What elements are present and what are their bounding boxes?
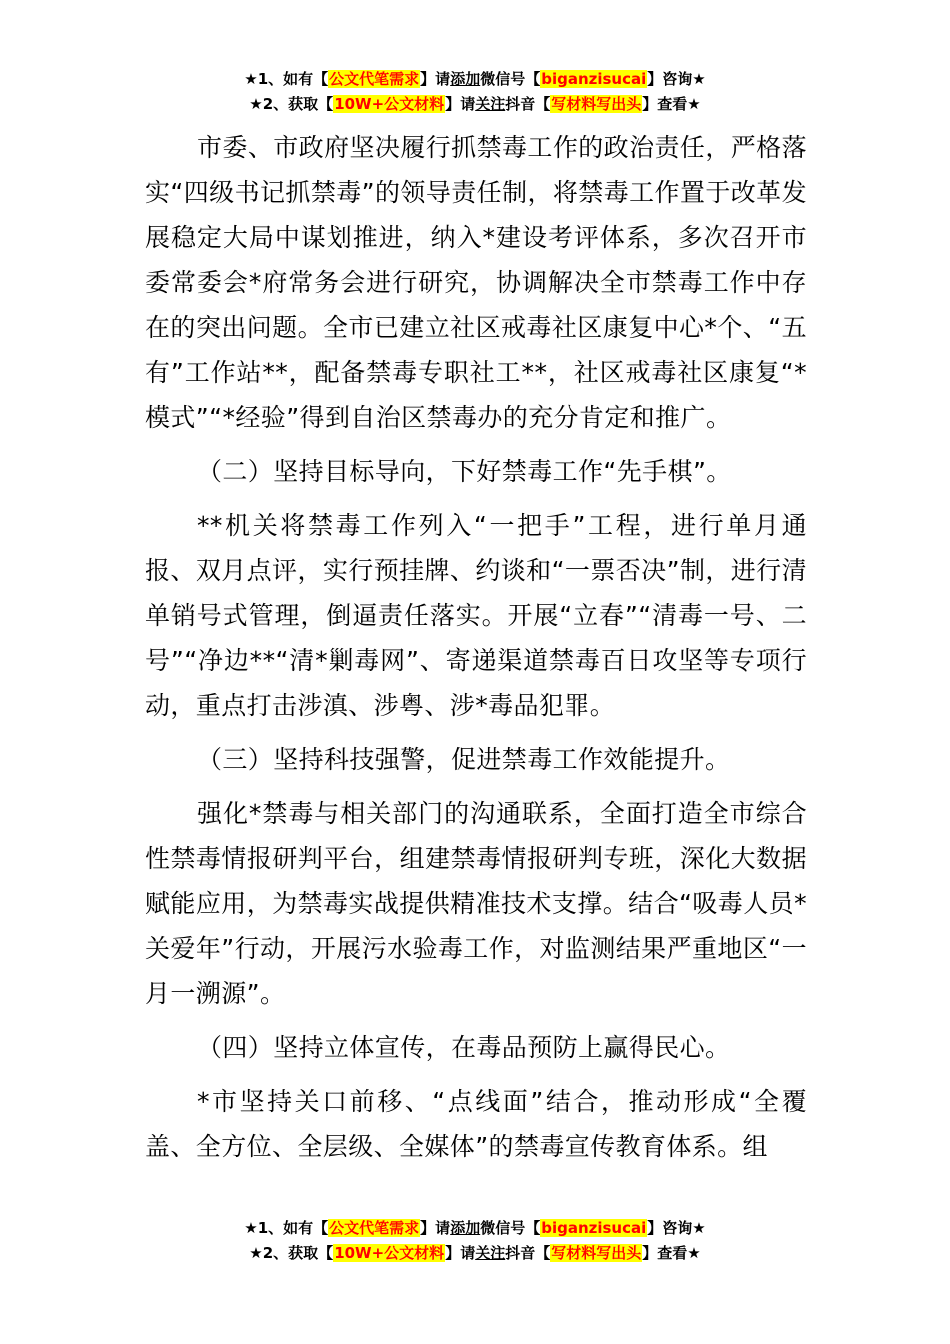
banner-line-1: ★1、如有【公文代笔需求】请添加微信号【biganzisucai】咨询★ [244, 70, 706, 88]
footer-line-1: ★1、如有【公文代笔需求】请添加微信号【biganzisucai】咨询★ [244, 1219, 706, 1237]
highlight-douyin: 写材料写出头 [551, 95, 642, 113]
footer-banner [0, 1216, 950, 1266]
section-heading-4: （四）坚持立体宣传，在毒品预防上赢得民心。 [197, 1033, 731, 1062]
highlight-wechat-id: biganzisucai [541, 1219, 647, 1237]
document-body [145, 125, 807, 1169]
highlight-materials: 10W+公文材料 [334, 95, 445, 113]
section-heading-3: （三）坚持科技强警，促进禁毒工作效能提升。 [197, 745, 731, 774]
footer-line-2: ★2、获取【10W+公文材料】请关注抖音【写材料写出头】查看★ [249, 1244, 701, 1262]
highlight-materials: 10W+公文材料 [334, 1244, 445, 1262]
paragraph-3: 强化*禁毒与相关部门的沟通联系，全面打造全市综合性禁毒情报研判平台，组建禁毒情报研判专班，深化大数据赋能应用，为禁毒实战提供精准技术支撑。结合“吸毒人员*关爱年”行动，开展污水验毒工作，对监测结果严重地区“一月一溯源”。 [145, 799, 807, 1008]
section-heading-2: （二）坚持目标导向，下好禁毒工作“先手棋”。 [197, 457, 732, 486]
banner-line-2: ★2、获取【10W+公文材料】请关注抖音【写材料写出头】查看★ [249, 95, 701, 113]
highlight-ghostwriting: 公文代笔需求 [329, 70, 420, 88]
paragraph-1: 市委、市政府坚决履行抓禁毒工作的政治责任，严格落实“四级书记抓禁毒”的领导责任制，将禁毒工作置于改革发展稳定大局中谋划推进，纳入*建设考评体系，多次召开市委常委会*府常务会进行研究，协调解决全市禁毒工作中存在的突出问题。全市已建立社区戒毒社区康复中心*个、“五有”工作站**，配备禁毒专职社工**，社区戒毒社区康复“*模式”“*经验”得到自治区禁毒办的充分肯定和推广。 [145, 133, 807, 432]
paragraph-2: **机关将禁毒工作列入“一把手”工程，进行单月通报、双月点评，实行预挂牌、约谈和“一票否决”制，进行清单销号式管理，倒逼责任落实。开展“立春”“清毒一号、二号”“净边**“清*剿毒网”、寄递渠道禁毒百日攻坚等专项行动，重点打击涉滇、涉粤、涉*毒品犯罪。 [145, 511, 807, 720]
paragraph-4: *市坚持关口前移、“点线面”结合，推动形成“全覆盖、全方位、全层级、全媒体”的禁毒宣传教育体系。组 [145, 1087, 807, 1161]
header-banner [0, 67, 950, 117]
highlight-wechat-id: biganzisucai [541, 70, 647, 88]
highlight-douyin: 写材料写出头 [551, 1244, 642, 1262]
highlight-ghostwriting: 公文代笔需求 [329, 1219, 420, 1237]
